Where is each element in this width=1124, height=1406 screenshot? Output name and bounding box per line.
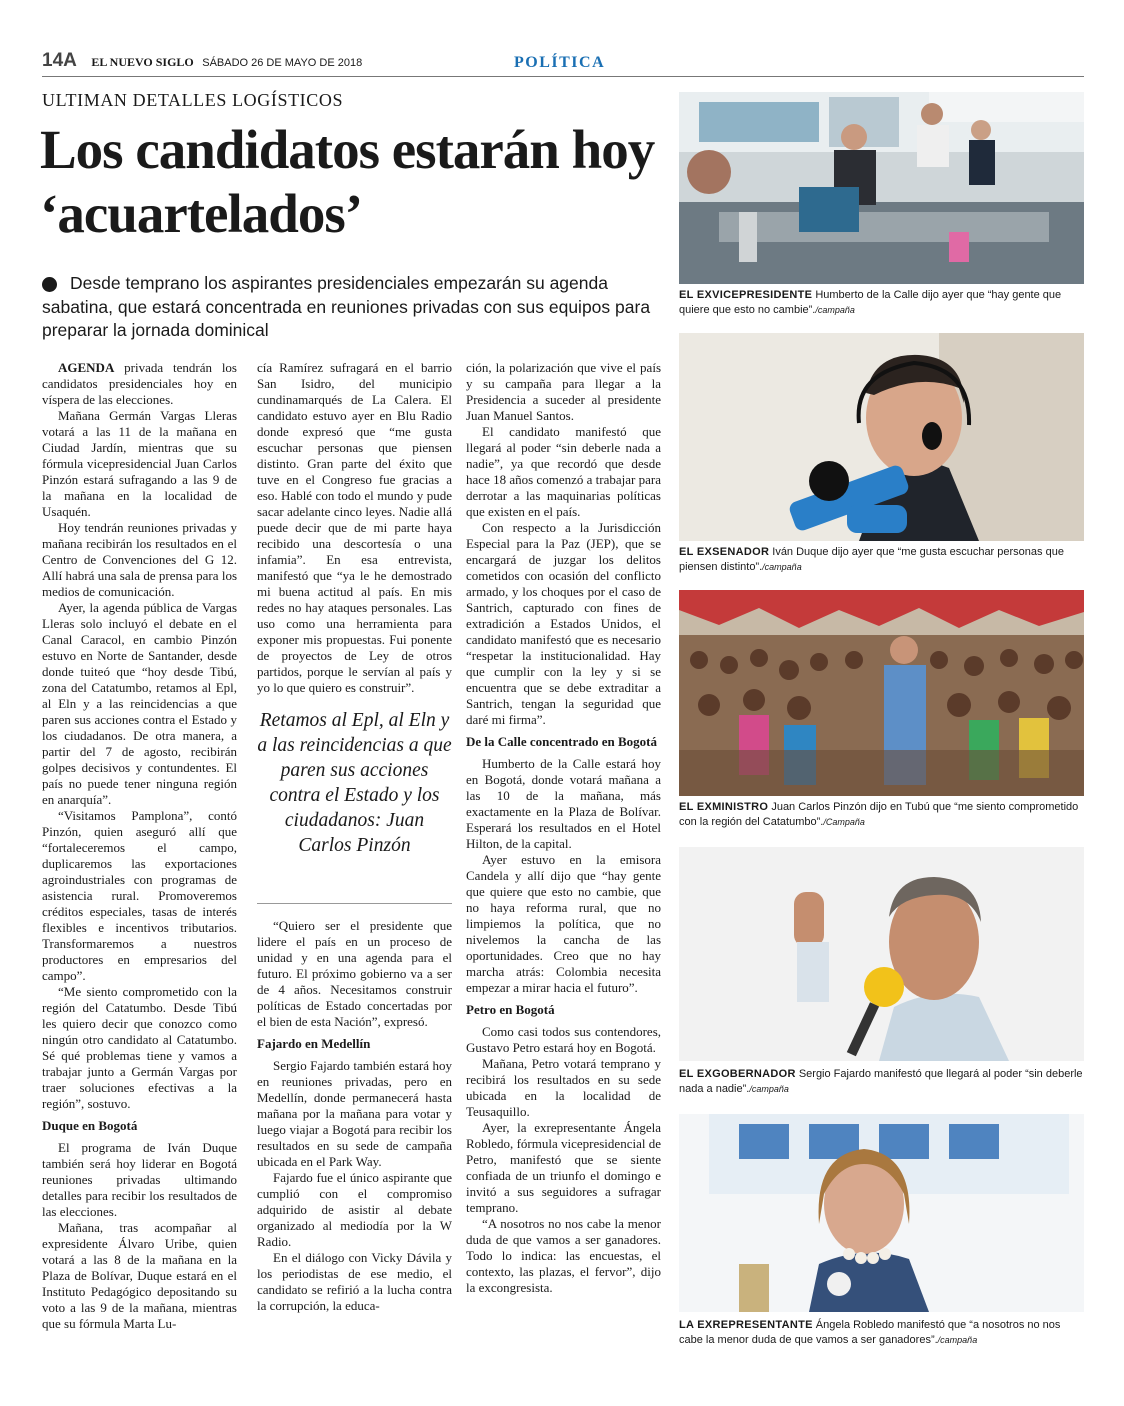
subheading: Fajardo en Medellín [257,1036,371,1051]
pull-quote: Retamos al Epl, al Eln y a las reincidencias a que paren sus acciones contra el Estado y los ciudadanos: Juan Carlos Pinzón [257,710,452,856]
header-divider [42,76,1084,77]
paragraph: Como casi todos sus contendores, Gustavo Petro estará hoy en Bogotá. [466,1024,661,1055]
deck: Desde temprano los aspirantes presidenciales empezarán su agenda sabatina, que estará concentrada en reuniones privadas con sus equipos para preparar la jornada dominical [42,273,651,340]
paragraph: Ayer estuvo en la emisora Candela y allí dijo que “hay gente que quiere que esto no cambie, que no haya reforma rural, que no limpiemos la política, que no nivelemos la cancha de las oportunidades. Creo que no hay marcha atrás: Colombia necesita empezar a mirar hacia el futuro”. [466,852,661,995]
paragraph: Ayer, la exrepresentante Ángela Robledo, fórmula vicepresidencial de Petro, manifestó que se siente confiada de un triunfo el domingo e invitó a sus seguidores a sufragar temprano. [466,1120,661,1215]
caption-label: EL EXGOBERNADOR [679,1068,796,1080]
subheading: Petro en Bogotá [466,1002,555,1017]
photo-caption [679,800,1084,830]
kicker: ULTIMAN DETALLES LOGÍSTICOS [42,90,344,110]
photo-robledo [679,1114,1084,1312]
subheading: Duque en Bogotá [42,1118,138,1133]
paragraph: Sergio Fajardo también estará hoy en reuniones privadas, pero en Medellín, donde permanecerá hasta mañana por la mañana para votar y luego viajar a Bogotá para recibir los resultados en su sede de campaña ubicada en el Park Way. [257,1058,452,1169]
paragraph: En el diálogo con Vicky Dávila y los periodistas de ese medio, el candidato se refirió a la lucha contra la corrupción, la educa- [257,1250,452,1313]
paragraph: Fajardo fue el único aspirante que cumplió con el compromiso adquirido de asistir al debate organizado al mediodía por la W Radio. [257,1170,452,1249]
photo-caption [679,545,1084,575]
paragraph: Humberto de la Calle estará hoy en Bogotá, donde votará mañana a las 10 de la mañana, más exactamente en la Plaza de Bolívar. Esperará los resultados en el Hotel Hilton, de la capital. [466,756,661,851]
paragraph: ción, la polarización que vive el país y su campaña para llegar a la Presidencia a suceder al presidente Juan Manuel Santos. [466,360,661,423]
caption-label: EL EXVICEPRESIDENTE [679,289,813,301]
pull-quote-divider [257,903,452,904]
photo-credit: /Campaña [823,817,865,827]
paragraph: Mañana Germán Vargas Lleras votará a las 11 de la mañana en Ciudad Jardín, mientras que su fórmula vicepresidencial Juan Carlos Pinzón estará sufragando a las 9 de la mañana en la localidad de Usaquén. [42,408,237,519]
paragraph: “Quiero ser el presidente que lidere el país en un proceso de unidad y en una agenda para el futuro. El próximo gobierno va a ser de 4 años. Necesitamos construir políticas de Estado concertadas por el bien de esta Nación”, expresó. [257,918,452,1029]
photo-credit: /campaña [815,305,855,315]
issue-date: SÁBADO 26 DE MAYO DE 2018 [202,57,363,69]
caption-text: Humberto de la Calle dijo ayer que “hay gente que quiere que esto no cambie”. [679,289,1062,316]
paragraph: Ayer, la agenda pública de Vargas Lleras solo incluyó el debate en el Canal Caracol, en cambio Pinzón estuvo en Norte de Santander, desde donde tuiteó que “hoy desde Tibú, zona del Catatumbo, retamos al Epl, al Eln y a las reincidencias a que paren sus acciones contra el Estado y los ciudadanos. De otra manera, a partir del 7 de agosto, recibirán golpes decisivos y contundentes. El país no puede tener ninguna región en anarquía”. [42,600,237,807]
photo-radio-studio [679,92,1084,284]
paragraph: “Visitamos Pamplona”, contó Pinzón, quien aseguró allí que “fortaleceremos el campo, duplicaremos las exportaciones agroindustriales con programas de asistencia rural. Promoveremos créditos especiales, tasas de interés flexibles e incentivos tributarios. Transformaremos a nuestros productores en empresarios del campo”. [42,808,237,983]
photo-caption [679,1318,1084,1348]
paragraph: Con respecto a la Jurisdicción Especial para la Paz (JEP), que se encargará de juzgar los delitos cometidos con ocasión del conflicto armado, y los choques por el caso de Santrich, capturado con fines de extradición a Estados Unidos, el candidato manifestó que es necesario “respetar la institucionalidad. Hay que cumplir con la ley y si se encuentra que se debe extraditar a Santrich, tengan la seguridad que daré mi firma”. [466,520,661,727]
caption-label: EL EXMINISTRO [679,801,769,813]
paragraph: cía Ramírez sufragará en el barrio San Isidro, del municipio cundinamarqués de La Calera. El candidato estuvo ayer en Blu Radio donde expresó que “me gusta escuchar personas que piensen distinto. Gran parte del éxito que tuve en el Congreso fue gracias a eso. Hablé con todo el mundo y pude sacar adelante cinco leyes. Nadie allá puede decir que de mi parte haya recibido una descortesía o una infamia”. En esa entrevista, manifestó que “ya le he demostrado mi buena actitud al país. En mis redes no hay ataques personales. Las uso como una herramienta para exponer mis propuestas. Fui ponente de proyectos de Ley de otros partidos, porque le servían al país y yo lo que quiero es construir”. [257,360,452,695]
photo-caption [679,288,1084,318]
photo-credit: /campaña [749,1084,789,1094]
page-number: 14A [42,50,77,71]
page-folio [42,50,362,72]
article-column-1 [42,360,237,1332]
caption-text: Ángela Robledo manifestó que “a nosotros no nos cabe la menor duda de que vamos a ser ganadores”. [679,1319,1061,1346]
caption-text: Sergio Fajardo manifestó que llegará al poder “sin deberle nada a nadie”. [679,1068,1083,1095]
lead-word: AGENDA [58,360,115,375]
paragraph-text: privada tendrán los candidatos presidenciales hoy en víspera de las elecciones. [42,360,237,407]
newspaper-name: EL NUEVO SIGLO [91,55,194,69]
headline: Los candidatos estarán hoy ‘acuartelados’ [40,119,655,244]
article-column-2-lower [257,918,452,1314]
photo-credit: /campaña [762,562,802,572]
paragraph: “A nosotros no nos cabe la menor duda de que vamos a ser ganadores. Todo lo indica: las encuestas, el contexto, las plazas, el fervor”, dijo la excongresista. [466,1216,661,1295]
paragraph: Mañana, Petro votará temprano y recibirá los resultados en su sede ubicada en la localidad de Teusaquillo. [466,1056,661,1119]
photo-credit: /campaña [937,1335,978,1345]
caption-text: Juan Carlos Pinzón dijo en Tubú que “me siento comprometido con la región del Catatumbo”. [679,801,1079,828]
paragraph: El programa de Iván Duque también será hoy liderar en Bogotá reuniones privadas ultimando detalles para recibir los resultados de las elecciones. [42,1140,237,1219]
paragraph [42,360,237,408]
caption-label: LA EXREPRESENTANTE [679,1319,813,1331]
photo-crowd-tibu [679,590,1084,796]
photo-duque [679,333,1084,541]
paragraph: Mañana, tras acompañar al expresidente Álvaro Uribe, quien votará a las 8 de la mañana en la Plaza de Bolívar, Duque estará en el Instituto Pedagógico depositando su voto a las 9 de la mañana, mientras que su fórmula Marta Lu- [42,1220,237,1331]
caption-text: Iván Duque dijo ayer que “me gusta escuchar personas que piensen distinto”. [679,546,1064,573]
caption-label: EL EXSENADOR [679,546,770,558]
article-column-3 [466,360,661,1296]
paragraph: “Me siento comprometido con la región del Catatumbo. Desde Tibú les quiero decir que conozco como ningún otro candidato al Catatumbo. Sé qué problemas tiene y vamos a trabajar junto a Germán Vargas por traer soluciones efectivas a la región”, sostuvo. [42,984,237,1111]
article-column-2 [257,360,452,696]
subheading: De la Calle concentrado en Bogotá [466,734,658,749]
paragraph: Hoy tendrán reuniones privadas y mañana recibirán los resultados en el Centro de Convenciones del G 12. Allí habrá una sala de prensa para los medios de comunicación. [42,520,237,599]
paragraph: El candidato manifestó que llegará al poder “sin deberle nada a nadie”, ya que recordó que desde hace 18 años comenzó a trabajar para derrotar a las maquinarias políticas que existen en el país. [466,424,661,519]
section-name: POLÍTICA [514,54,606,71]
photo-fajardo [679,847,1084,1061]
photo-caption [679,1067,1084,1097]
